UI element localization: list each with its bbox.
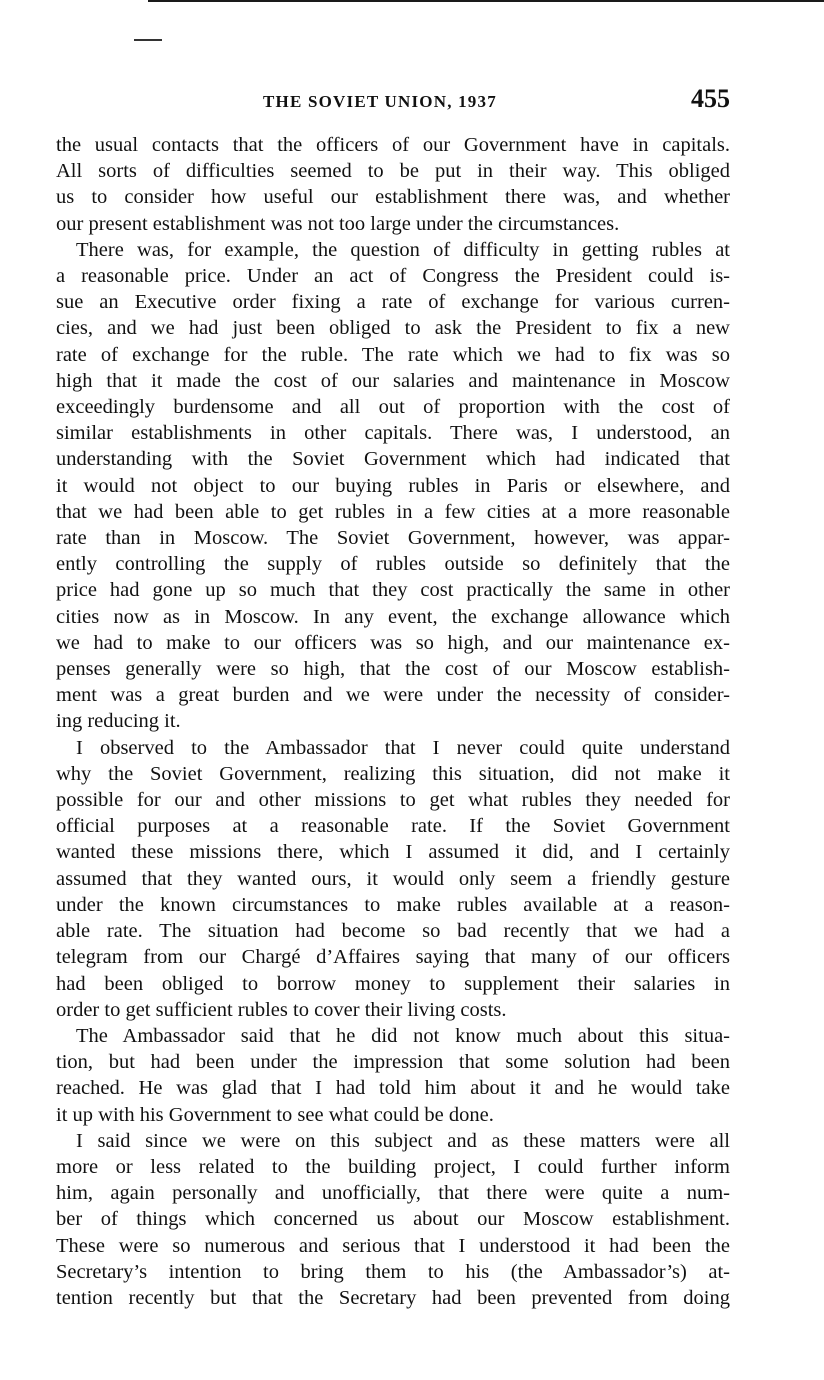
text-line: ment was a great burden and we were under the necessity of consider- (56, 684, 730, 707)
text-line: a reasonable price. Under an act of Congress the President could is- (56, 265, 730, 288)
margin-dash-mark (134, 39, 162, 41)
running-title: THE SOVIET UNION, 1937 (263, 92, 497, 111)
text-line: cities now as in Moscow. In any event, the exchange allowance which (56, 605, 730, 628)
text-line: possible for our and other missions to get what rubles they needed for (56, 789, 730, 812)
text-line: us to consider how useful our establishment there was, and whether (56, 186, 730, 209)
text-line: tention recently but that the Secretary had been prevented from doing (56, 1286, 730, 1309)
text-line: that we had been able to get rubles in a few cities at a more reasonable (56, 500, 730, 523)
text-line: rate of exchange for the ruble. The rate which we had to fix was so (56, 343, 730, 366)
text-line: telegram from our Chargé d’Affaires saying that many of our officers (56, 946, 730, 969)
text-line: assumed that they wanted ours, it would only seem a friendly gesture (56, 867, 730, 890)
text-line: tion, but had been under the impression that some solution had been (56, 1051, 730, 1074)
text-line: understanding with the Soviet Government which had indicated that (56, 448, 730, 471)
text-line: it would not object to our buying rubles in Paris or elsewhere, and (56, 474, 730, 497)
text-line: our present establishment was not too large under the circumstances. (56, 212, 620, 235)
text-line: had been obliged to borrow money to supplement their salaries in (56, 972, 730, 995)
top-border-rule (148, 0, 824, 2)
text-line: order to get sufficient rubles to cover their living costs. (56, 998, 507, 1021)
body-text (56, 132, 730, 1311)
text-line: reached. He was glad that I had told him about it and he would take (56, 1077, 730, 1100)
text-line: sue an Executive order fixing a rate of exchange for various curren- (56, 291, 730, 314)
text-line: more or less related to the building project, I could further inform (56, 1155, 730, 1178)
text-line: ently controlling the supply of rubles outside so definitely that the (56, 553, 730, 576)
text-line: why the Soviet Government, realizing this situation, did not make it (56, 762, 730, 785)
text-line: Secretary’s intention to bring them to his (the Ambassador’s) at- (56, 1260, 730, 1283)
text-line: rate than in Moscow. The Soviet Government, however, was appar- (56, 527, 730, 550)
text-line: we had to make to our officers was so high, and our maintenance ex- (56, 631, 730, 654)
text-line: All sorts of difficulties seemed to be put in their way. This obliged (56, 160, 730, 183)
text-line: him, again personally and unofficially, that there were quite a num- (56, 1182, 730, 1205)
text-line: high that it made the cost of our salaries and maintenance in Moscow (56, 369, 730, 392)
text-line: official purposes at a reasonable rate. If the Soviet Government (56, 815, 730, 838)
text-line: These were so numerous and serious that I understood it had been the (56, 1234, 730, 1257)
text-line: ing reducing it. (56, 710, 181, 733)
text-line: under the known circumstances to make rubles available at a reason- (56, 893, 730, 916)
text-line: price had gone up so much that they cost practically the same in other (56, 579, 730, 602)
text-line: I observed to the Ambassador that I never could quite understand (76, 736, 730, 759)
text-line: ber of things which concerned us about our Moscow establishment. (56, 1208, 730, 1231)
text-line: the usual contacts that the officers of our Government have in capitals. (56, 134, 730, 156)
text-line: exceedingly burdensome and all out of proportion with the cost of (56, 396, 730, 419)
text-line: able rate. The situation had become so bad recently that we had a (56, 920, 730, 943)
text-line: penses generally were so high, that the cost of our Moscow establish- (56, 658, 730, 681)
text-line: similar establishments in other capitals. There was, I understood, an (56, 422, 730, 445)
text-line: The Ambassador said that he did not know much about this situa- (76, 1024, 730, 1047)
running-head (56, 84, 730, 120)
text-line: cies, and we had just been obliged to ask the President to fix a new (56, 317, 730, 340)
text-line: I said since we were on this subject and as these matters were all (76, 1129, 730, 1152)
page-number: 455 (691, 84, 730, 113)
text-line: There was, for example, the question of difficulty in getting rubles at (76, 238, 730, 261)
text-line: wanted these missions there, which I assumed it did, and I certainly (56, 841, 730, 864)
text-line: it up with his Government to see what could be done. (56, 1103, 494, 1126)
